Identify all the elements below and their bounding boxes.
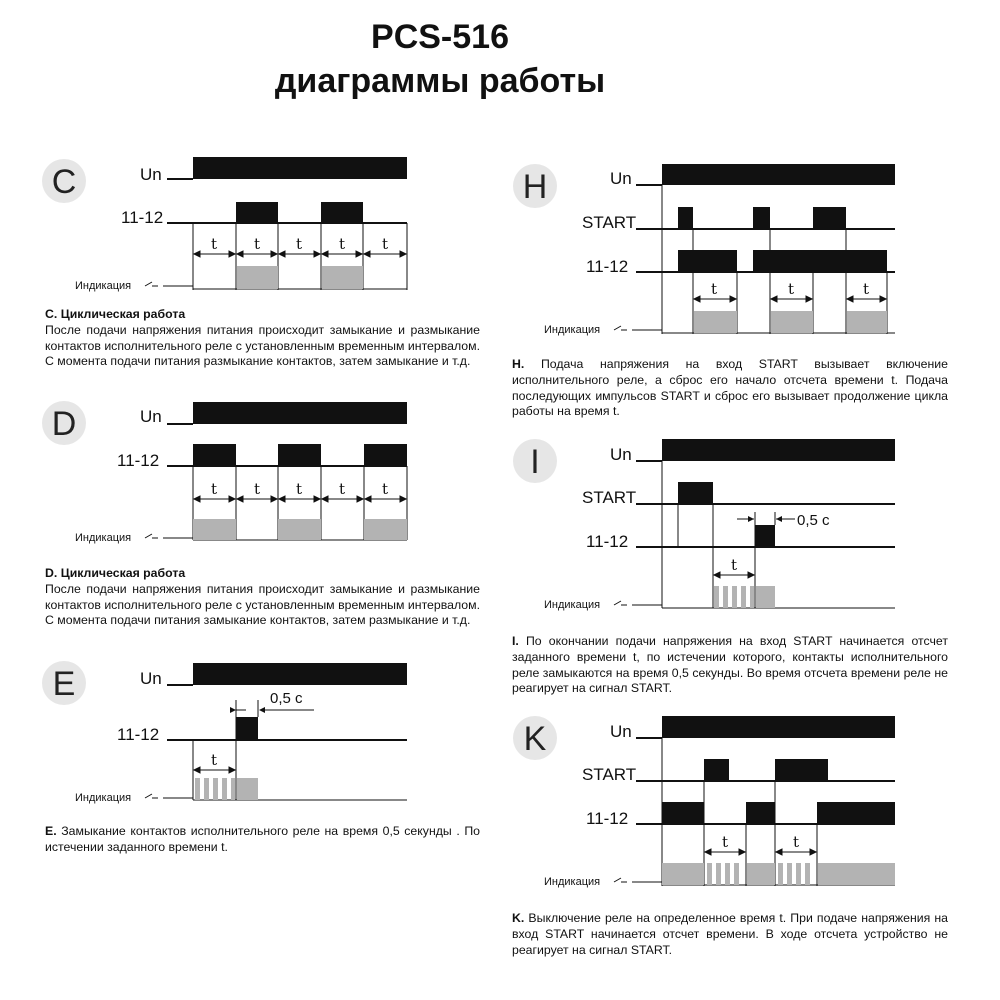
- un-signal: [662, 716, 895, 738]
- t-label: t: [295, 480, 303, 498]
- relay-label: 11-12: [586, 809, 629, 828]
- mode-i-letter: I: [530, 443, 540, 481]
- indication-on: [818, 863, 895, 885]
- t-label: t: [721, 833, 729, 851]
- relay-pulse: [662, 802, 704, 824]
- t-label: t: [295, 235, 303, 253]
- start-label: START: [582, 488, 637, 507]
- half-second-label: 0,5 с: [797, 512, 830, 529]
- mode-i-text: По окончании подачи напряжения на вход START начинается отсчет заданного времени t, по истечении которого, контакты исполнительного реле замыкаются на время 0,5 секунды. Во время отсчета времени реле не реагирует на сигнал START.: [512, 634, 948, 696]
- t-label: t: [253, 480, 261, 498]
- indication-label: Индикация: [75, 532, 132, 544]
- mode-i-heading: I.: [512, 634, 519, 648]
- un-label: Un: [140, 407, 162, 426]
- t-label: t: [338, 480, 346, 498]
- un-label: Un: [140, 165, 162, 184]
- t-label: t: [792, 833, 800, 851]
- un-label: Un: [610, 445, 632, 464]
- t-label: t: [381, 235, 389, 253]
- indication-label: Индикация: [544, 599, 601, 611]
- t-label: t: [862, 280, 870, 298]
- mode-k-text: Выключение реле на определенное время t. При подаче напряжения на вход START начинается отсчет времени. В ходе отсчета устройство не реагирует на сигнал START.: [512, 911, 948, 957]
- relay-label: 11-12: [586, 532, 629, 551]
- t-label: t: [253, 235, 261, 253]
- un-label: Un: [610, 722, 632, 741]
- indication-on: [662, 863, 704, 885]
- relay-pulse: [746, 802, 775, 824]
- t-label: t: [730, 556, 738, 574]
- switch-icon: [614, 878, 662, 882]
- t-label: t: [338, 235, 346, 253]
- page-subtitle: диаграммы работы: [274, 62, 606, 100]
- mode-d-text: После подачи напряжения питания происходит замыкание и размыкание контактов исполнительного реле с установленным временным интервалом. С момента подачи питания замыкание контактов, затем размыкание и т.д.: [45, 581, 480, 628]
- mode-c-letter: C: [51, 163, 77, 201]
- start-pulse: [775, 759, 828, 781]
- mode-c-text: После подачи напряжения питания происходит замыкание и размыкание контактов исполнительного реле с установленным временным интервалом. С момента подачи питания размыкание контактов, затем замыкание и т.д.: [45, 322, 480, 369]
- indication-label: Индикация: [75, 792, 132, 804]
- mode-e-text: Замыкание контактов исполнительного реле на время 0,5 секунды . По истечении заданного времени t.: [45, 824, 480, 854]
- mode-e-heading: E.: [45, 824, 57, 838]
- mode-k-heading: K.: [512, 911, 525, 925]
- indication-blinking: [778, 863, 810, 885]
- t-label: t: [210, 235, 218, 253]
- mode-h-text: Подача напряжения на вход START вызывает включение исполнительного реле, а сброс его начало отсчета времени t. Подача последующих импульсов START и сброс его вызывает продолжение цикла работы на время t.: [512, 357, 948, 419]
- mode-c-heading: C. Циклическая работа: [45, 307, 186, 321]
- page-title: PCS-516: [371, 18, 509, 56]
- un-label: Un: [140, 669, 162, 688]
- mode-e-letter: E: [52, 665, 76, 703]
- start-label: START: [582, 765, 637, 784]
- mode-h-letter: H: [522, 168, 548, 206]
- start-label: START: [582, 213, 637, 232]
- relay-label: 11-12: [117, 725, 160, 744]
- indication-label: Индикация: [544, 324, 601, 336]
- t-label: t: [210, 751, 218, 769]
- relay-label: 11-12: [586, 257, 629, 276]
- t-label: t: [381, 480, 389, 498]
- relay-label: 11-12: [121, 208, 164, 227]
- half-second-label: 0,5 с: [270, 690, 303, 707]
- indication-blinking: [707, 863, 739, 885]
- un-label: Un: [610, 169, 632, 188]
- t-label: t: [710, 280, 718, 298]
- indication-on: [747, 863, 775, 885]
- mode-k-letter: K: [523, 720, 547, 758]
- indication-label: Индикация: [75, 280, 132, 292]
- start-pulse: [704, 759, 729, 781]
- mode-h-heading: H.: [512, 357, 525, 371]
- relay-pulse: [817, 802, 895, 824]
- relay-label: 11-12: [117, 451, 160, 470]
- mode-d-heading: D. Циклическая работа: [45, 566, 186, 580]
- mode-k-description: [512, 911, 948, 958]
- t-label: t: [787, 280, 795, 298]
- mode-d-letter: D: [51, 405, 77, 443]
- t-label: t: [210, 480, 218, 498]
- indication-label: Индикация: [544, 876, 601, 888]
